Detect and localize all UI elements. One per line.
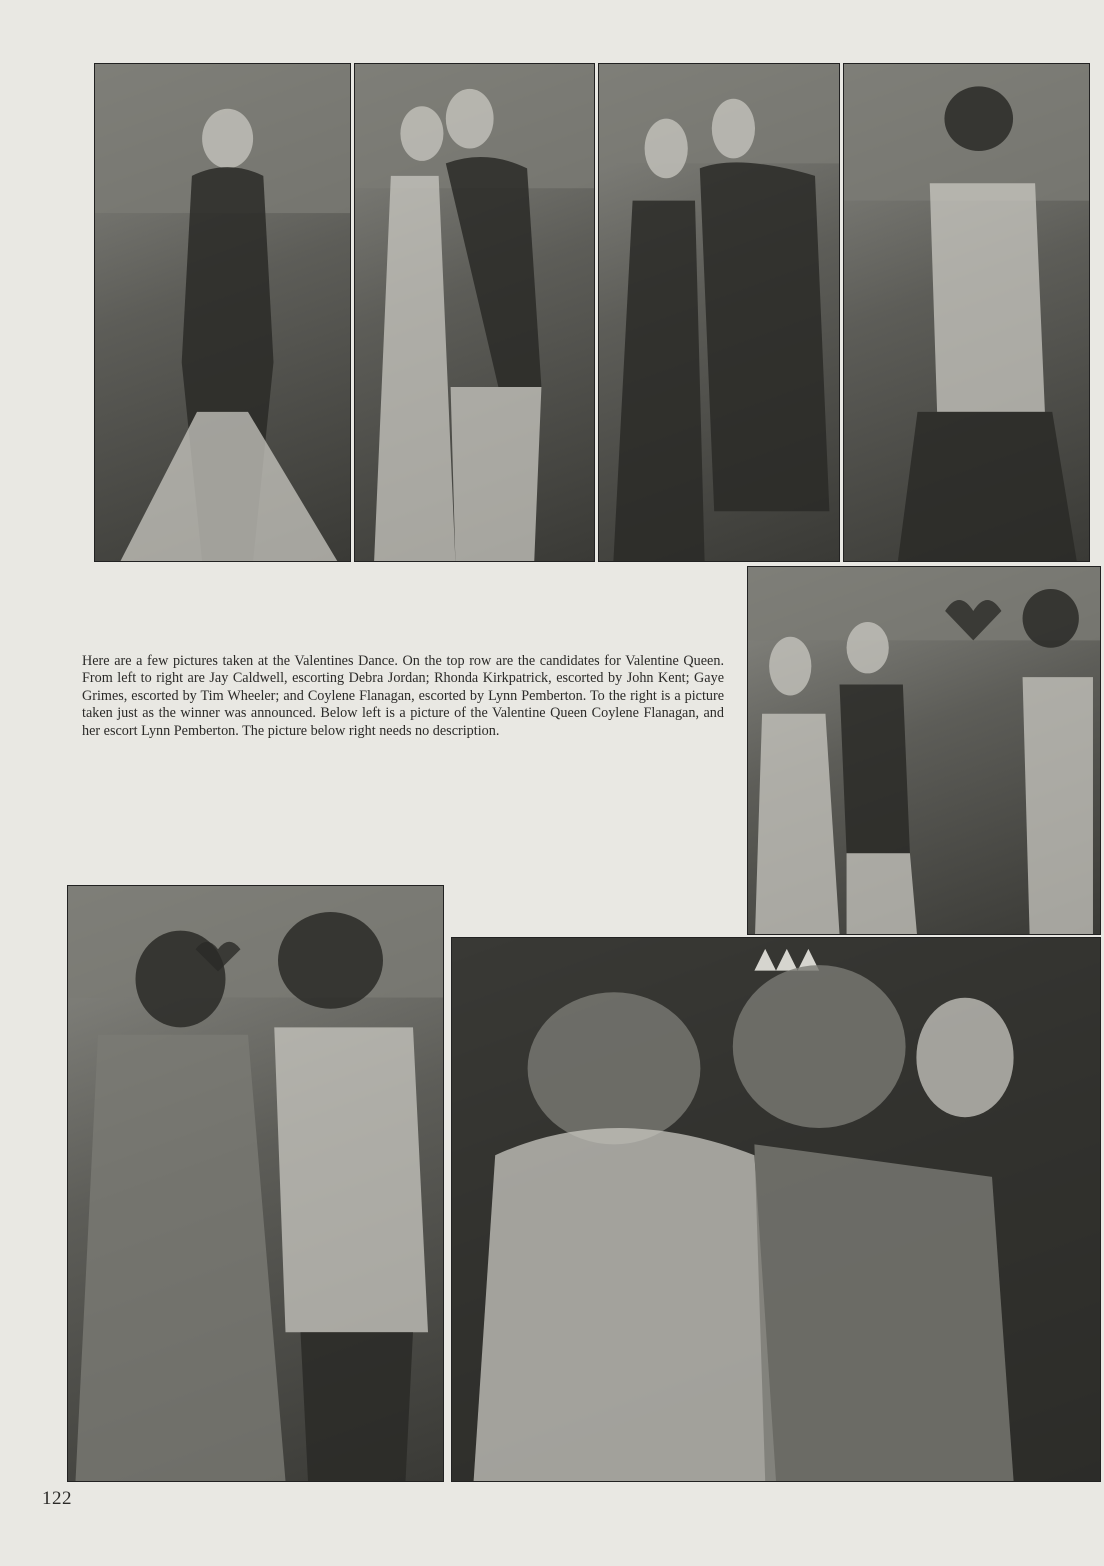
photo-winner-announced — [747, 566, 1101, 935]
page-number: 122 — [42, 1488, 72, 1509]
photo-crowning-moment — [451, 937, 1101, 1482]
photo-candidate-3 — [598, 63, 840, 562]
photo-candidate-4 — [843, 63, 1090, 562]
photo-valentine-queen — [67, 885, 444, 1482]
caption-text: Here are a few pictures taken at the Valentines Dance. On the top row are the candidates for Valentine Queen. From left to right are Jay Caldwell, escorting Debra Jordan; Rhonda Kirkpatrick, escorted by John Kent; Gaye Grimes, escorted by Tim Wheeler; and Coylene Flanagan, escorted by Lynn Pemberton. To the right is a picture taken just as the winner was announced. Below left is a picture of the Valentine Queen Coylene Flanagan, and her escort Lynn Pemberton. The picture below right needs no description. — [82, 653, 724, 739]
photo-candidate-1 — [94, 63, 351, 562]
photo-candidate-2 — [354, 63, 595, 562]
